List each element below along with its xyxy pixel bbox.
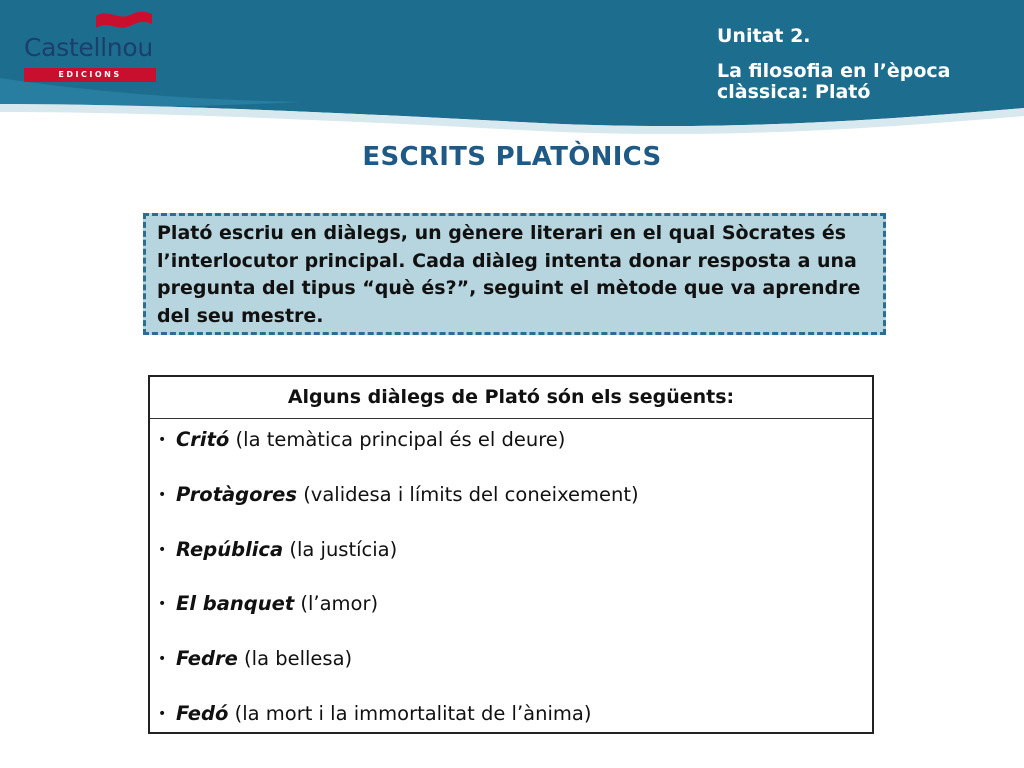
dialogs-heading: Alguns diàlegs de Plató són els següents: <box>150 377 872 419</box>
dialog-title: Critó <box>176 428 230 451</box>
publisher-logo <box>20 8 160 78</box>
dialog-topic: (validesa i límits del coneixement) <box>297 482 639 506</box>
bullet-icon: • <box>158 705 167 722</box>
list-item <box>150 646 872 701</box>
list-item <box>150 537 872 592</box>
dialog-title: El banquet <box>176 592 295 616</box>
dialog-topic: (la temàtica principal és el deure) <box>229 428 566 451</box>
unit-topic: La filosofia en l’època clàssica: Plató <box>717 60 951 103</box>
publisher-name: Castellnou <box>24 33 153 62</box>
page-title: ESCRITS PLATÒNICS <box>362 142 662 172</box>
list-item <box>150 427 872 482</box>
list-item <box>150 591 872 646</box>
dialog-topic: (l’amor) <box>294 592 379 616</box>
bullet-icon: • <box>158 651 167 668</box>
dialogs-table <box>148 375 874 734</box>
dialog-topic: (la mort i la immortalitat de l’ànima) <box>228 701 592 725</box>
dialog-topic: (la bellesa) <box>237 647 353 671</box>
intro-callout: Plató escriu en diàlegs, un gènere literari en el qual Sòcrates és l’interlocutor principal. Cada diàleg intenta donar resposta a una pregunta del tipus “què és?”, seguint el mètode que va aprendre del seu mestre. <box>143 213 886 335</box>
dialog-title: Protàgores <box>176 482 297 506</box>
list-item <box>150 701 872 756</box>
dialogs-list <box>150 419 872 756</box>
list-item <box>150 482 872 537</box>
bullet-icon: • <box>158 432 167 448</box>
dialog-topic: (la justícia) <box>283 537 398 561</box>
unit-title: Unitat 2. <box>717 25 811 47</box>
dialog-title: Fedre <box>176 647 238 671</box>
bullet-icon: • <box>158 541 167 558</box>
dialog-title: República <box>176 537 284 561</box>
bullet-icon: • <box>158 596 167 613</box>
dialog-title: Fedó <box>176 701 229 725</box>
publisher-imprint: EDICIONS <box>24 68 156 82</box>
bullet-icon: • <box>158 486 167 503</box>
